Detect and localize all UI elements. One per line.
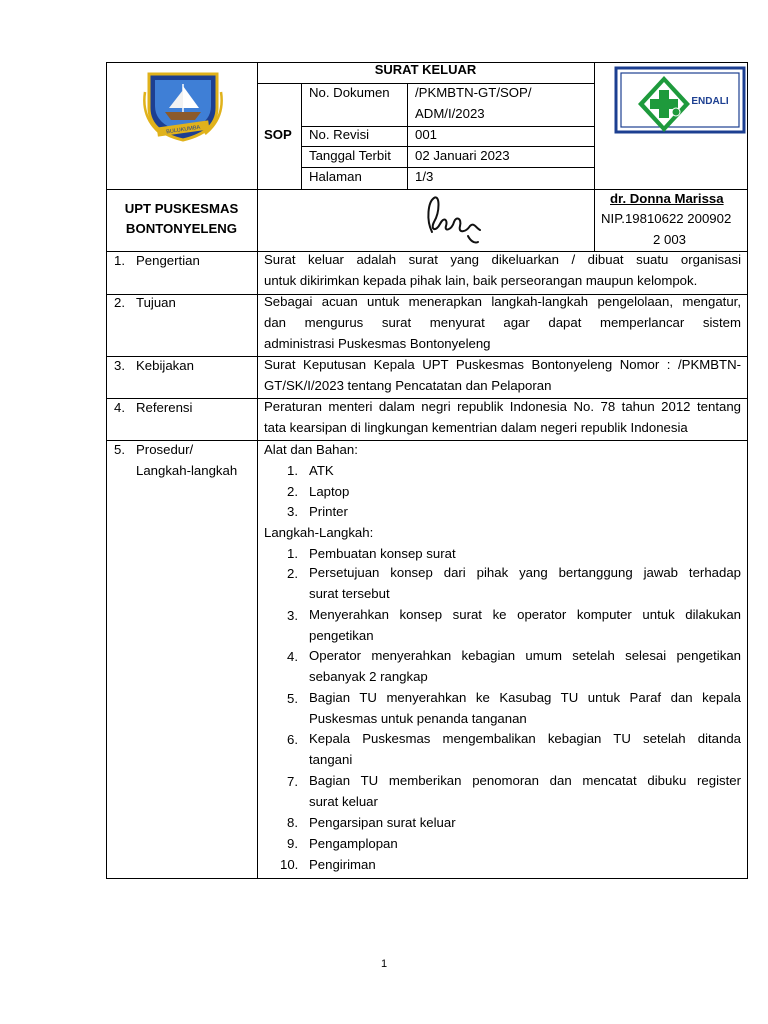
text-line: Persetujuan konsep dari pihak yang bertanggung jawab terhadap bbox=[309, 565, 741, 580]
field-value-halaman: 1/3 bbox=[415, 169, 434, 184]
section-label-kebijakan: Kebijakan bbox=[136, 358, 194, 373]
column-divider bbox=[594, 62, 595, 251]
text-line: Menyerahkan konsep surat ke operator komputer untuk dilakukan bbox=[309, 607, 741, 622]
page-number: 1 bbox=[380, 958, 388, 970]
signer-name: dr. Donna Marissa bbox=[610, 191, 724, 206]
tool-item: Printer bbox=[309, 504, 348, 519]
text-line: surat keluar bbox=[309, 793, 378, 809]
text-line: Peraturan menteri dalam negri republik Indonesia No. 78 tahun 2012 tentang bbox=[264, 399, 741, 414]
step-item bbox=[309, 688, 741, 730]
text-line: Kepala Puskesmas mengembalikan kebagian TU setelah ditanda bbox=[309, 731, 741, 746]
row-divider bbox=[301, 146, 594, 147]
section-number: 4. bbox=[114, 400, 125, 415]
org-name: UPT PUSKESMAS bbox=[124, 201, 239, 216]
field-value-no-revisi: 001 bbox=[415, 127, 438, 142]
text-line: dan mengurus surat menyurat agar dapat memperlancar sistem bbox=[264, 314, 741, 330]
column-divider bbox=[301, 83, 302, 189]
step-item bbox=[309, 605, 741, 647]
field-label-tanggal-terbit: Tanggal Terbit bbox=[309, 148, 391, 163]
section-text-referensi bbox=[264, 397, 741, 439]
step-number: 4. bbox=[287, 649, 298, 664]
step-number: 8. bbox=[287, 815, 298, 830]
section-label-referensi: Referensi bbox=[136, 400, 193, 415]
field-label-no-revisi: No. Revisi bbox=[309, 127, 370, 142]
text-line: Operator menyerahkan kebagian umum setelah selesai pengetikan bbox=[309, 648, 741, 663]
row-divider bbox=[106, 440, 748, 441]
section-label-prosedur: Prosedur/ bbox=[136, 442, 194, 457]
section-text-tujuan bbox=[264, 292, 741, 354]
section-number: 1. bbox=[114, 253, 125, 268]
step-number: 10. bbox=[280, 857, 299, 872]
emblem-ribbon-text: BULUKUMBA bbox=[165, 124, 201, 136]
text-line: tangani bbox=[309, 751, 353, 767]
step-number: 6. bbox=[287, 732, 298, 747]
text-line: Puskesmas untuk penanda tanganan bbox=[309, 710, 527, 726]
column-divider bbox=[257, 62, 258, 879]
step-number: 2. bbox=[287, 566, 298, 581]
step-number: 7. bbox=[287, 774, 298, 789]
step-item: Pengarsipan surat keluar bbox=[309, 815, 456, 830]
signer-nip: NIP.19810622 200902 bbox=[601, 211, 732, 226]
section-label-prosedur: Langkah-langkah bbox=[136, 463, 238, 478]
step-item bbox=[309, 771, 741, 813]
text-line: Surat keluar adalah surat yang dikeluarkan / dibuat suatu organisasi bbox=[264, 252, 741, 267]
signature-icon bbox=[418, 192, 488, 250]
section-text-pengertian bbox=[264, 250, 741, 292]
step-number: 3. bbox=[287, 608, 298, 623]
section-label-tujuan: Tujuan bbox=[136, 295, 176, 310]
field-value-no-dokumen: /PKMBTN-GT/SOP/ bbox=[415, 85, 532, 100]
step-item: Pengamplopan bbox=[309, 836, 398, 851]
section-number: 5. bbox=[114, 442, 125, 457]
tool-number: 1. bbox=[287, 463, 298, 478]
text-line: surat tersebut bbox=[309, 585, 390, 601]
text-line: pengetikan bbox=[309, 627, 374, 643]
text-line: Surat Keputusan Kepala UPT Puskesmas Bontonyeleng Nomor : /PKMBTN- bbox=[264, 357, 741, 372]
tool-item: Laptop bbox=[309, 484, 350, 499]
step-item: Pembuatan konsep surat bbox=[309, 546, 456, 561]
text-line: tata kearsipan di lingkungan kementrian dalam negeri republik Indonesia bbox=[264, 419, 688, 435]
step-item bbox=[309, 563, 741, 605]
tools-heading: Alat dan Bahan: bbox=[264, 442, 358, 457]
text-line: sebanyak 2 rangkap bbox=[309, 668, 428, 684]
tool-number: 3. bbox=[287, 504, 298, 519]
section-label-pengertian: Pengertian bbox=[136, 253, 200, 268]
row-divider bbox=[257, 83, 594, 84]
text-line: GT/SK/I/2023 tentang Pencatatan dan Pelaporan bbox=[264, 377, 552, 393]
field-value-tanggal-terbit: 02 Januari 2023 bbox=[415, 148, 510, 163]
text-line: Bagian TU menyerahkan ke Kasubag TU untuk Paraf dan kepala bbox=[309, 690, 741, 705]
puskesmas-logo-icon bbox=[614, 66, 748, 150]
field-label-no-dokumen: No. Dokumen bbox=[309, 85, 390, 100]
bulukumba-emblem-icon bbox=[143, 70, 223, 142]
step-number: 9. bbox=[287, 836, 298, 851]
steps-heading: Langkah-Langkah: bbox=[264, 525, 374, 540]
row-divider bbox=[106, 189, 748, 190]
document-title: SURAT KELUAR bbox=[374, 62, 477, 77]
step-number: 1. bbox=[287, 546, 298, 561]
row-divider bbox=[301, 167, 594, 168]
field-value-no-dokumen: ADM/I/2023 bbox=[415, 106, 485, 121]
sop-label: SOP bbox=[264, 127, 292, 142]
text-line: untuk dikirimkan kepada pihak lain, baik perseorangan maupun kelompok. bbox=[264, 272, 698, 288]
field-label-halaman: Halaman bbox=[309, 169, 362, 184]
tool-item: ATK bbox=[309, 463, 334, 478]
puskesmas-logo bbox=[614, 66, 748, 150]
step-item bbox=[309, 646, 741, 688]
section-number: 3. bbox=[114, 358, 125, 373]
column-divider bbox=[407, 83, 408, 189]
text-line: Bagian TU memberikan penomoran dan mencatat dibuku register bbox=[309, 773, 741, 788]
section-number: 2. bbox=[114, 295, 125, 310]
step-item: Pengiriman bbox=[309, 857, 376, 872]
text-line: administrasi Puskesmas Bontonyeleng bbox=[264, 335, 491, 351]
text-line: Sebagai acuan untuk menerapkan langkah-langkah pengelolaan, mengatur, bbox=[264, 294, 741, 309]
signer-nip: 2 003 bbox=[653, 232, 687, 247]
puskesmas-logo-text: ENDALI bbox=[691, 96, 729, 107]
section-text-kebijakan bbox=[264, 355, 741, 397]
step-number: 5. bbox=[287, 691, 298, 706]
tool-number: 2. bbox=[287, 484, 298, 499]
step-item bbox=[309, 729, 741, 771]
org-name: BONTONYELENG bbox=[125, 221, 238, 236]
